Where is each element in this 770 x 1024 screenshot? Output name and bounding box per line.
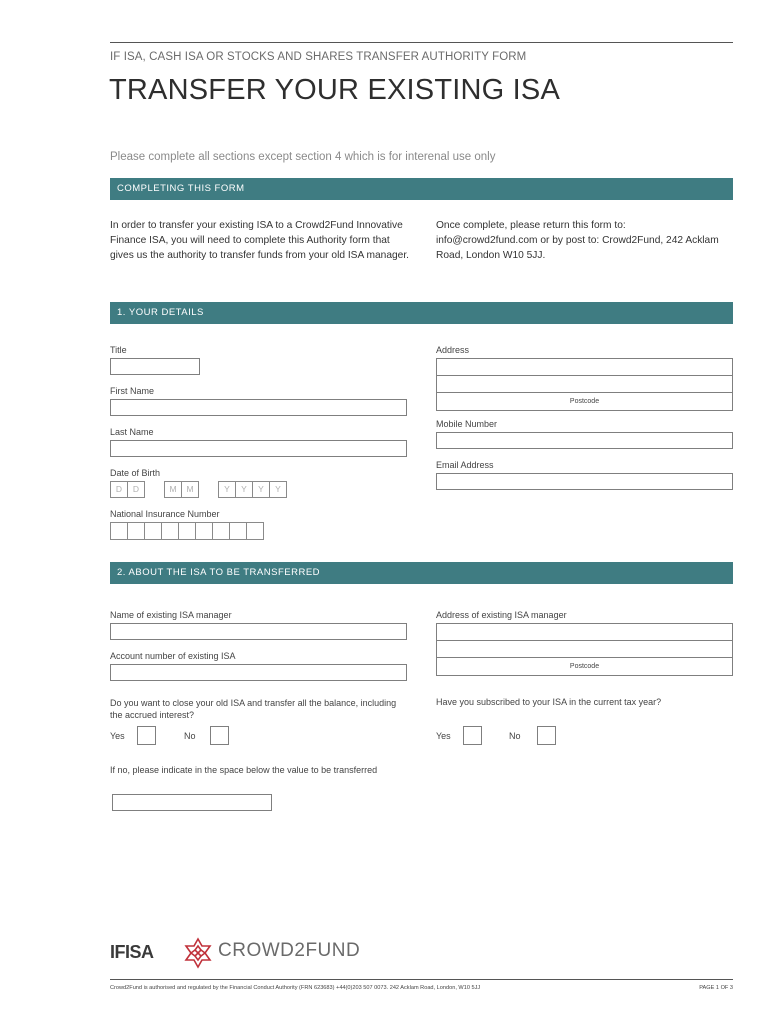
ni-number-label: National Insurance Number xyxy=(110,509,220,519)
dob-month-cell[interactable]: M xyxy=(181,481,199,498)
email-label: Email Address xyxy=(436,460,494,470)
dob-year-cell[interactable]: Y xyxy=(252,481,270,498)
address-label: Address xyxy=(436,345,470,355)
completing-left-text: In order to transfer your existing ISA to a Crowd2Fund Innovative Finance ISA, you will need to complete this Authority form that gives us the authority to transfer funds from your old ISA manager. xyxy=(110,220,409,261)
ni-number-field[interactable] xyxy=(110,522,264,540)
title-label: Title xyxy=(110,345,127,355)
top-divider xyxy=(110,42,733,43)
dob-year-cell[interactable]: Y xyxy=(269,481,287,498)
subscribed-question: Have you subscribed to your ISA in the current tax year? xyxy=(436,697,662,707)
close-yes-checkbox[interactable] xyxy=(137,726,156,745)
manager-address-field[interactable] xyxy=(436,623,733,676)
close-no-label: No xyxy=(184,731,196,741)
manager-address-line-2[interactable] xyxy=(437,641,732,658)
form-subtitle: IF ISA, CASH ISA OR STOCKS AND SHARES TRANSFER AUTHORITY FORM xyxy=(110,51,527,63)
manager-address-line-1[interactable] xyxy=(437,624,732,641)
manager-name-label: Name of existing ISA manager xyxy=(110,610,232,620)
account-number-field[interactable] xyxy=(110,664,407,681)
address-line-2[interactable] xyxy=(437,376,732,393)
transfer-value-instruction: If no, please indicate in the space below the value to be transferred xyxy=(110,765,378,775)
last-name-label: Last Name xyxy=(110,427,154,437)
last-name-field[interactable] xyxy=(110,440,407,457)
ni-cell[interactable] xyxy=(178,522,196,540)
email-field[interactable] xyxy=(436,473,733,490)
ni-cell[interactable] xyxy=(161,522,179,540)
subscribed-no-label: No xyxy=(509,731,521,741)
section-header-isa-transfer: 2. ABOUT THE ISA TO BE TRANSFERRED xyxy=(110,562,733,584)
ni-cell[interactable] xyxy=(195,522,213,540)
mobile-label: Mobile Number xyxy=(436,419,498,429)
transfer-value-field[interactable] xyxy=(112,794,272,811)
ni-cell[interactable] xyxy=(144,522,162,540)
ni-cell[interactable] xyxy=(212,522,230,540)
close-no-checkbox[interactable] xyxy=(210,726,229,745)
ni-cell[interactable] xyxy=(246,522,264,540)
dob-month-cell[interactable]: M xyxy=(164,481,182,498)
dob-label: Date of Birth xyxy=(110,468,161,478)
dob-year-field[interactable] xyxy=(218,481,287,498)
page-title: TRANSFER YOUR EXISTING ISA xyxy=(109,74,561,106)
mobile-field[interactable] xyxy=(436,432,733,449)
first-name-label: First Name xyxy=(110,386,155,396)
first-name-field[interactable] xyxy=(110,399,407,416)
manager-name-field[interactable] xyxy=(110,623,407,640)
subscribed-yes-label: Yes xyxy=(436,731,451,741)
crowd2fund-logo-text: CROWD2FUND xyxy=(218,940,361,961)
section-header-completing: COMPLETING THIS FORM xyxy=(110,178,733,200)
dob-day-cell[interactable]: D xyxy=(110,481,128,498)
dob-year-cell[interactable]: Y xyxy=(218,481,236,498)
dob-day-field[interactable] xyxy=(110,481,145,498)
account-number-label: Account number of existing ISA xyxy=(110,651,236,661)
subscribed-yes-checkbox[interactable] xyxy=(463,726,482,745)
page-number: PAGE 1 OF 3 xyxy=(699,985,733,991)
address-line-1[interactable] xyxy=(437,359,732,376)
close-yes-label: Yes xyxy=(110,731,125,741)
dob-month-field[interactable] xyxy=(164,481,199,498)
manager-address-label: Address of existing ISA manager xyxy=(436,610,567,620)
section-header-your-details: 1. YOUR DETAILS xyxy=(110,302,733,324)
ifisa-logo: IFISA xyxy=(110,942,154,962)
close-isa-question: Do you want to close your old ISA and transfer all the balance, including the accrued interest? xyxy=(110,698,397,720)
completing-right-text: Once complete, please return this form to: info@crowd2fund.com or by post to: Crowd2Fund, 242 Acklam Road, London W10 5JJ. xyxy=(436,220,719,261)
footer-divider xyxy=(110,979,733,980)
dob-day-cell[interactable]: D xyxy=(127,481,145,498)
postcode-field[interactable]: Postcode xyxy=(569,398,600,405)
manager-postcode-field[interactable]: Postcode xyxy=(569,663,600,670)
address-field[interactable] xyxy=(436,358,733,411)
crowd2fund-logo-icon xyxy=(182,937,214,969)
dob-year-cell[interactable]: Y xyxy=(235,481,253,498)
form-instruction: Please complete all sections except section 4 which is for interenal use only xyxy=(110,151,496,163)
ni-cell[interactable] xyxy=(110,522,128,540)
ni-cell[interactable] xyxy=(127,522,145,540)
title-field[interactable] xyxy=(110,358,200,375)
ni-cell[interactable] xyxy=(229,522,247,540)
footer-legal-text: Crowd2Fund is authorised and regulated by the Financial Conduct Authority (FRN 623683) +44(0)203 507 0073. 242 Acklam Road, London, W10 5JJ xyxy=(110,985,481,991)
subscribed-no-checkbox[interactable] xyxy=(537,726,556,745)
